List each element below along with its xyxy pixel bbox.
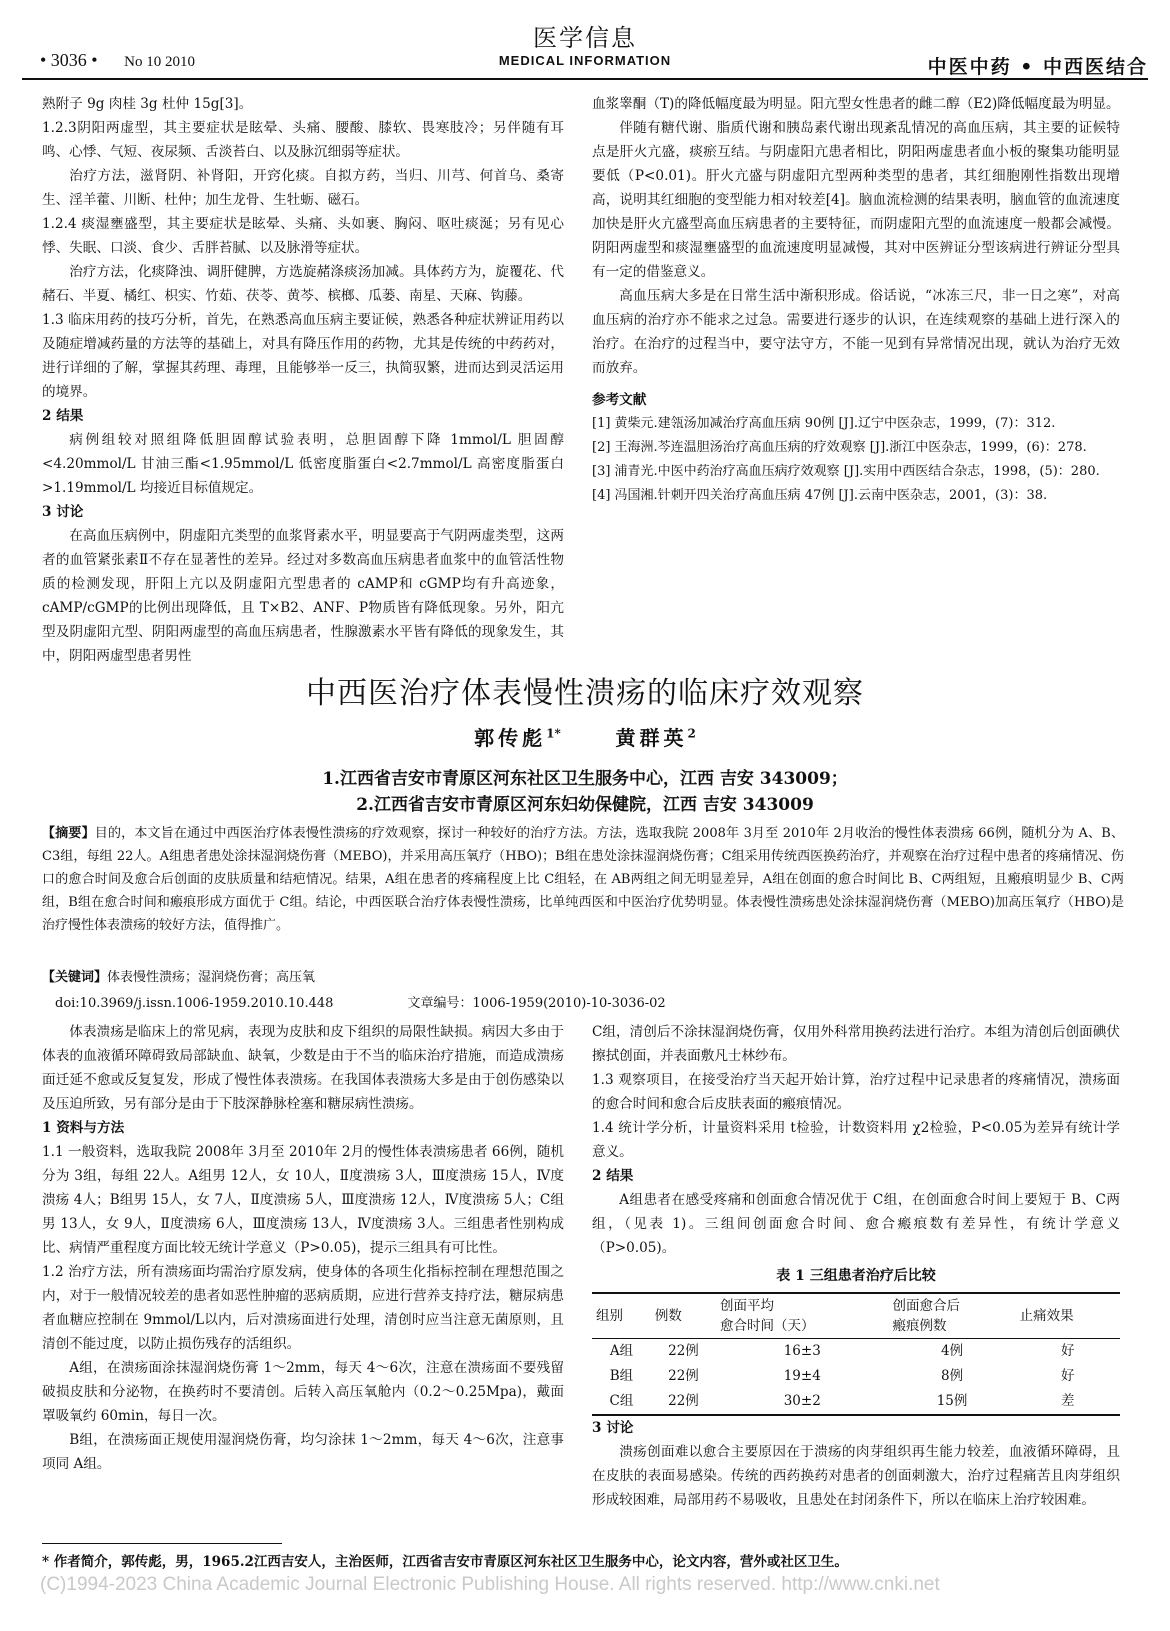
table-cell: 22例: [668, 1343, 699, 1359]
table-cell: 15例: [889, 1389, 1016, 1415]
author-footnote: * 作者简介，郭传彪，男，1965.2江西吉安人，主治医师，江西省吉安市青原区河东社区卫生服务中心，论文内容，营外或社区卫生。: [42, 1554, 848, 1570]
paragraph: 1.4 统计学分析，计量资料采用 t检验，计数资料用 χ2检验，P<0.05为差异有统计学意义。: [592, 1120, 1120, 1160]
paragraph: 1.3 观察项目，在接受治疗当天起开始计算，治疗过程中记录患者的疼痛情况，溃疡面的愈合时间和愈合后皮肤表面的瘢痕情况。: [592, 1072, 1120, 1112]
journal-title-cn: 医学信息: [533, 24, 637, 52]
paragraph: 1.1 一般资料，选取我院 2008年 3月至 2010年 2月的慢性体表溃疡患者 66例，随机分为 3组，每组 22人。A组男 12人，女 10人，Ⅱ度溃疡 3人，Ⅲ度溃疡 15人，Ⅳ度溃疡 4人；B组男 15人，女 7人，Ⅱ度溃疡 5人，Ⅲ度溃疡 12人，Ⅳ度溃疡 5人；C组男 13人，女 9人，Ⅱ度溃疡 6人，Ⅲ度溃疡 13人，Ⅳ度溃疡 3人。三组患者性别构成比、病情严重程度方面比较无统计学意义（P>0.05)，提示三组具有可比性。: [42, 1144, 564, 1256]
paragraph: 在高血压病例中，阴虚阳亢类型的血浆肾素水平，明显要高于气阴两虚类型，这两者的血管紧张素Ⅱ不存在显著性的差异。经过对多数高血压病患者血浆中的血管活性物质的检测发现，肝阳上亢以及阴虚阳亢型患者的 cAMP和 cGMP均有升高迹象，cAMP/cGMP的比例出现降低，且 T×B2、ANF、P物质皆有降低现象。另外，阳亢型及阴虚阳亢型、阴阳两虚型的高血压病患者，性腺激素水平皆有降低的现象发生，其中，阴阳两虚型患者男性: [42, 528, 564, 664]
table-cell: C组: [592, 1389, 651, 1415]
section-heading: 3 讨论: [42, 504, 84, 520]
authors: [0, 722, 1170, 751]
issue-number: No 10 2010: [124, 54, 195, 70]
table-cell: 4例: [941, 1343, 964, 1359]
table-cell: 8例: [941, 1368, 964, 1384]
keywords-text: 体表慢性溃疡；湿润烧伤膏；高压氧: [107, 970, 316, 985]
paragraph: 1.3 临床用药的技巧分析，首先，在熟悉高血压病主要证候，熟悉各种症状辨证用药以及随症增减药量的方法等的基础上，对具有降压作用的药物，尤其是传统的中药药对，进行详细的了解，掌握其药理、毒理，且能够举一反三，执简驭繁，进而达到灵活运用的境界。: [42, 312, 564, 400]
table-header-cell: 创面愈合后 瘢痕例数: [889, 1293, 1016, 1339]
prev-article-left-column: [42, 92, 564, 668]
references-list: [592, 412, 1120, 508]
journal-title-en: MEDICAL INFORMATION: [498, 53, 672, 68]
section-heading: 2 结果: [592, 1168, 634, 1184]
header-rule: [22, 78, 1148, 80]
keywords: [42, 966, 1124, 989]
table-cell: 19±4: [783, 1368, 821, 1384]
table-cell: 差: [1016, 1389, 1120, 1415]
keywords-label: 【关键词】: [42, 970, 108, 985]
paragraph: A组，在溃疡面涂抹湿润烧伤膏 1～2mm，每天 4～6次，注意在溃疡面不要残留破损皮肤和分泌物，在换药时不要清创。后转入高压氧舱内（0.2～0.25Mpa)，戴面罩吸氧约 60min，每日一次。: [42, 1360, 564, 1424]
paragraph: 体表溃疡是临床上的常见病，表现为皮肤和皮下组织的局限性缺损。病因大多由于体表的血液循环障碍致局部缺血、缺氧，少数是由于不当的临床治疗措施，而造成溃疡面迁延不愈或反复复发，形成了慢性体表溃疡。在我国体表溃疡大多是由于创伤感染以及压迫所致，另有部分是由于下肢深静脉栓塞和糖尿病性溃疡。: [42, 1024, 564, 1112]
references-heading: 参考文献: [592, 392, 647, 408]
paragraph: C组，清创后不涂抹湿润烧伤膏，仅用外科常用换药法进行治疗。本组为清创后创面碘伏擦拭创面，并表面敷凡士林纱布。: [592, 1024, 1120, 1064]
table-row: [592, 1389, 1120, 1415]
section-heading: 1 资料与方法: [42, 1120, 125, 1136]
section-title: 中医中药 • 中西医结合: [927, 56, 1148, 78]
page-header: [22, 18, 1148, 76]
section-heading: 2 结果: [42, 408, 84, 424]
author-1-affil-mark: 1*: [546, 726, 561, 741]
paragraph: 伴随有糖代谢、脂质代谢和胰岛素代谢出现紊乱情况的高血压病，其主要的证候特点是肝火亢盛，痰瘀互结。与阴虚阳亢患者相比，阴阳两虚患者血小板的聚集功能明显要低（P<0.01)。肝火亢盛与阴虚阳亢型两种类型的患者，其红细胞刚性指数出现增高，说明其红细胞的变型能力相对较差[4]。脑血流检测的结果表明，脑血管的血流速度加快是肝火亢盛型高血压病患者的主要特征，而阴虚阳亢型的血流速度一般都会减慢。阴阳两虚型和痰湿壅盛型的血流速度明显减慢，其对中医辨证分型该病进行辨证分型具有一定的借鉴意义。: [592, 120, 1120, 280]
paragraph: 1.2.3阴阳两虚型，其主要症状是眩晕、头痛、腰酸、膝软、畏寒肢冷；另伴随有耳鸣、心悸、气短、夜尿频、舌淡苔白、以及脉沉细弱等症状。: [42, 120, 564, 160]
table-row: [592, 1364, 1120, 1389]
table-header-cell: 例数: [651, 1293, 716, 1339]
paragraph: 治疗方法，滋肾阴、补肾阳，开窍化痰。自拟方药，当归、川芎、何首乌、桑寄生、淫羊藿、川断、杜仲；加生龙骨、生牡蛎、磁石。: [42, 168, 564, 208]
table-cell: 好: [1061, 1343, 1075, 1359]
table-header-cell: 组别: [592, 1293, 651, 1339]
reference-item: [4] 冯国湘.针刺开四关治疗高血压病 47例 [J].云南中医杂志，2001，(3)：38.: [592, 488, 1048, 503]
abstract: [42, 822, 1124, 937]
table-cell: 22例: [668, 1368, 699, 1384]
table-row: [592, 1339, 1120, 1365]
paragraph: 1.2 治疗方法，所有溃疡面均需治疗原发病，使身体的各项生化指标控制在理想范围之内，对于一般情况较差的患者如恶性肿瘤的恶病质期，应进行营养支持疗法，糖尿病患者血糖应控制在 9mmol/L以内，后对溃疡面进行处理，清创时应当注意无菌原则，且清创不能过度，以防止损伤残存的活组织。: [42, 1264, 564, 1352]
affiliation-1: 1.江西省吉安市青原区河东社区卫生服务中心，江西 吉安 343009；: [322, 769, 848, 789]
section-heading: 3 讨论: [592, 1420, 634, 1436]
author-2-affil-mark: 2: [687, 726, 696, 741]
footnote-rule: [42, 1543, 282, 1544]
paragraph: 溃疡创面难以愈合主要原因在于溃疡的肉芽组织再生能力较差，血液循环障碍，且在皮肤的表面易感染。传统的西药换药对患者的创面刺激大，治疗过程痛苦且肉芽组织形成较困难，局部用药不易吸收，且患处在封闭条件下，所以在临床上治疗较困难。: [592, 1444, 1120, 1508]
table-cell: B组: [609, 1368, 634, 1384]
table-header-cell: 创面平均 愈合时间（天）: [716, 1293, 889, 1339]
results-table: [592, 1292, 1120, 1416]
author-2: 黄群英: [615, 726, 688, 750]
paragraph: 病例组较对照组降低胆固醇试验表明，总胆固醇下降 1mmol/L 胆固醇<4.20mmol/L 甘油三酯<1.95mmol/L 低密度脂蛋白<2.7mmol/L 高密度脂蛋白>1.19mmol/L 均接近目标值规定。: [42, 432, 564, 496]
paragraph: 1.2.4 痰湿壅盛型，其主要症状是眩晕、头痛、头如裹、胸闷、呕吐痰涎；另有见心悸、失眠、口淡、食少、舌胖苔腻、以及脉滑等症状。: [42, 216, 564, 256]
table-cell: 22例: [651, 1389, 716, 1415]
table-header-row: [592, 1293, 1120, 1339]
paragraph: B组，在溃疡面正规使用湿润烧伤膏，均匀涂抹 1～2mm，每天 4～6次，注意事项同 A组。: [42, 1432, 564, 1472]
abstract-label: 【摘要】: [42, 826, 95, 841]
affiliation-2: 2.江西省吉安市青原区河东妇幼保健院，江西 吉安 343009: [356, 795, 814, 815]
reference-item: [2] 王海洲.芩连温胆汤治疗高血压病的疗效观察 [J].浙江中医杂志，1999，(6)：278.: [592, 440, 1087, 455]
page-number: • 3036 • No 10 2010: [40, 50, 195, 70]
table-header-cell: 止痛效果: [1016, 1293, 1120, 1339]
paragraph: 高血压病大多是在日常生活中渐积形成。俗话说，“冰冻三尺，非一日之寒”，对高血压病的治疗亦不能求之过急。需要进行逐步的认识，在连续观察的基础上进行深入的治疗。在治疗的过程当中，要守法守方，不能一见到有异常情况出现，就认为治疗无效而放弃。: [592, 288, 1120, 376]
paragraph: 治疗方法，化痰降浊、调肝健脾，方选旋赭涤痰汤加减。具体药方为，旋覆花、代赭石、半夏、橘红、枳实、竹茹、茯苓、黄芩、槟榔、瓜蒌、南星、天麻、钩藤。: [42, 264, 564, 304]
table-cell: A组: [609, 1343, 634, 1359]
doi-line: [55, 992, 1115, 1011]
article-right-column: [592, 1020, 1120, 1512]
table-cell: 16±3: [783, 1343, 821, 1359]
cnki-watermark: (C)1994-2023 China Academic Journal Electronic Publishing House. All rights reserved. http://www.cnki.net: [40, 1574, 940, 1595]
doi: doi:10.3969/j.issn.1006-1959.2010.10.448: [55, 996, 334, 1011]
article-number: 文章编号：1006-1959(2010)-10-3036-02: [407, 996, 666, 1011]
reference-item: [3] 浦青光.中医中药治疗高血压病疗效观察 [J].实用中西医结合杂志，1998，(5)：280.: [592, 464, 1100, 479]
reference-item: [1] 黄柴元.建瓴汤加减治疗高血压病 90例 [J].辽宁中医杂志，1999，(7)：312.: [592, 416, 1056, 431]
article-left-column: [42, 1020, 564, 1476]
table-caption: 表 1 三组患者治疗后比较: [776, 1268, 936, 1284]
prev-article-right-column: [592, 92, 1120, 508]
paragraph: 血浆睾酮（T)的降低幅度最为明显。阳亢型女性患者的雌二醇（E2)降低幅度最为明显。: [592, 96, 1120, 112]
author-1: 郭传彪: [474, 726, 547, 750]
table-cell: 30±2: [716, 1389, 889, 1415]
article-title: 中西医治疗体表慢性溃疡的临床疗效观察: [306, 676, 864, 711]
paragraph: 熟附子 9g 肉桂 3g 杜仲 15g[3]。: [42, 96, 253, 112]
paragraph: A组患者在感受疼痛和创面愈合情况优于 C组，在创面愈合时间上要短于 B、C两组，（见表 1)。三组间创面愈合时间、愈合瘢痕数有差异性，有统计学意义（P>0.05)。: [592, 1192, 1120, 1256]
table-cell: 好: [1061, 1368, 1075, 1384]
abstract-text: 目的，本文旨在通过中西医治疗体表慢性溃疡的疗效观察，探讨一种较好的治疗方法。方法，选取我院 2008年 3月至 2010年 2月收治的慢性体表溃疡 66例，随机分为 A、B、C3组，每组 22人。A组患者患处涂抹湿润烧伤膏（MEBO)，并采用高压氧疗（HBO)；B组在患处涂抹湿润烧伤膏；C组采用传统西医换药治疗，并观察在治疗过程中患者的疼痛情况、伤口的愈合时间及愈合后创面的皮肤质量和结疤情况。结果，A组在患者的疼痛程度上比 C组轻，在 AB两组之间无明显差异，A组在创面的愈合时间比 B、C两组短，且瘢痕明显少 B、C两组，B组在愈合时间和瘢痕形成方面优于 C组。结论，中西医联合治疗体表慢性溃疡，比单纯西医和中医治疗优势明显。体表慢性溃疡患处涂抹湿润烧伤膏（MEBO)加高压氧疗（HBO)是治疗慢性体表溃疡的较好方法，值得推广。: [42, 826, 1124, 933]
